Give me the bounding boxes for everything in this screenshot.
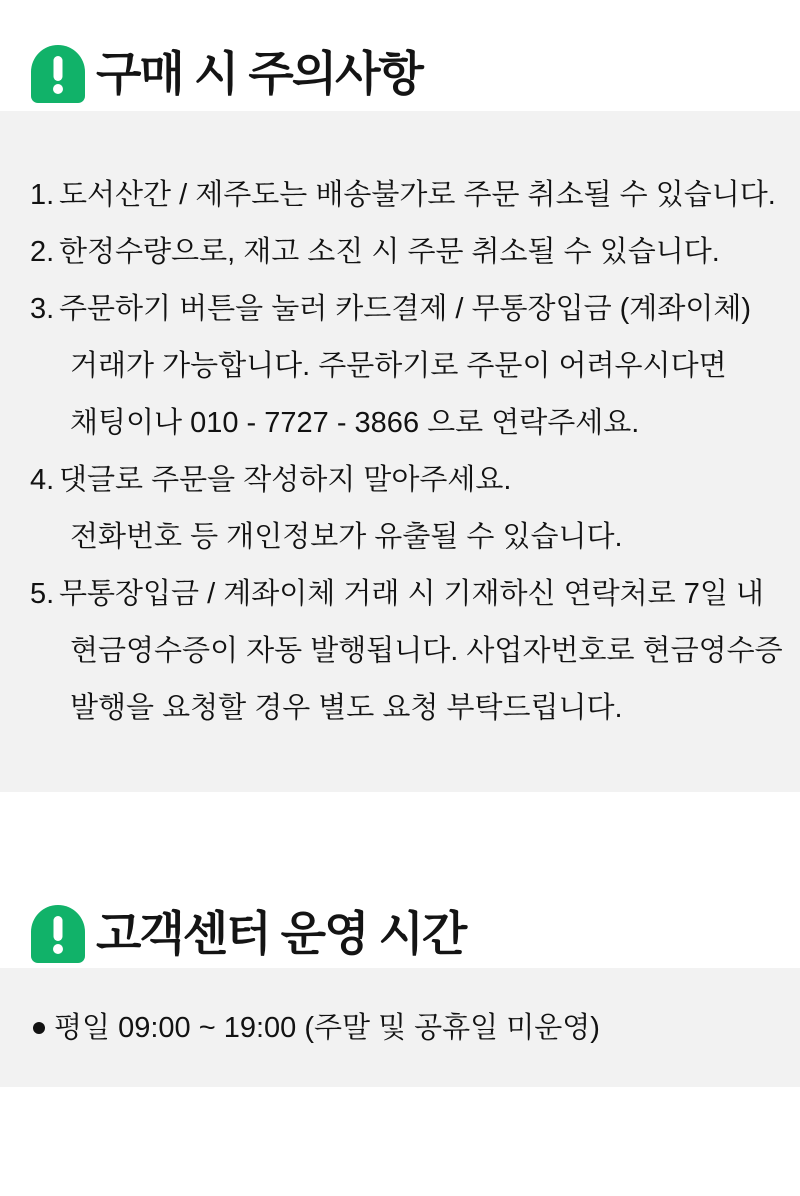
item-line: 도서산간 / 제주도는 배송불가로 주문 취소될 수 있습니다. [59, 179, 776, 211]
notice-item-4 [30, 452, 772, 566]
notice-list [30, 167, 783, 737]
item-line: 무통장입금 / 계좌이체 거래 시 기재하신 연락처로 7일 내 [59, 578, 764, 610]
item-text [59, 566, 783, 737]
item-line: 발행을 요청할 경우 별도 요청 부탁드립니다. [70, 692, 623, 724]
operating-hours: 평일 09:00 ~ 19:00 (주말 및 공휴일 미운영) [54, 1011, 600, 1044]
purchase-notice-panel [0, 111, 800, 792]
item-line: 한정수량으로, 재고 소진 시 주문 취소될 수 있습니다. [59, 236, 720, 268]
exclamation-bar [54, 56, 63, 81]
purchase-notice-title: 구매 시 주의사항 [96, 47, 422, 100]
notice-item-1 [30, 167, 776, 224]
item-number: 4. [30, 464, 55, 496]
item-text [59, 452, 623, 566]
exclamation-icon [31, 905, 85, 963]
notice-item-5 [30, 566, 783, 737]
customer-center-header [0, 905, 800, 963]
purchase-notice-header [0, 45, 800, 103]
item-number: 2. [30, 236, 55, 268]
exclamation-bar [54, 916, 63, 941]
item-line: 전화번호 등 개인정보가 유출될 수 있습니다. [70, 521, 623, 553]
item-line: 댓글로 주문을 작성하지 말아주세요. [59, 464, 512, 496]
bullet-icon [33, 1022, 45, 1034]
item-number: 1. [30, 179, 55, 211]
exclamation-icon [31, 45, 85, 103]
exclamation-dot [53, 944, 63, 954]
item-number: 3. [30, 293, 55, 325]
item-text [59, 167, 776, 224]
notice-item-3 [30, 281, 772, 452]
purchase-notice-section [0, 45, 800, 792]
notice-item-2 [30, 224, 772, 281]
item-number: 5. [30, 578, 55, 610]
item-line: 주문하기 버튼을 눌러 카드결제 / 무통장입금 (계좌이체) [59, 293, 752, 325]
customer-center-section [0, 905, 800, 1087]
customer-center-panel [0, 968, 800, 1087]
item-line: 현금영수증이 자동 발행됩니다. 사업자번호로 현금영수증 [70, 635, 783, 667]
customer-center-title: 고객센터 운영 시간 [96, 907, 466, 960]
hours-row [33, 1011, 600, 1045]
item-line: 채팅이나 010 - 7727 - 3866 으로 연락주세요. [70, 407, 640, 439]
exclamation-dot [53, 84, 63, 94]
item-text [59, 281, 751, 452]
item-line: 거래가 가능합니다. 주문하기로 주문이 어려우시다면 [70, 350, 727, 382]
item-text [59, 224, 720, 281]
